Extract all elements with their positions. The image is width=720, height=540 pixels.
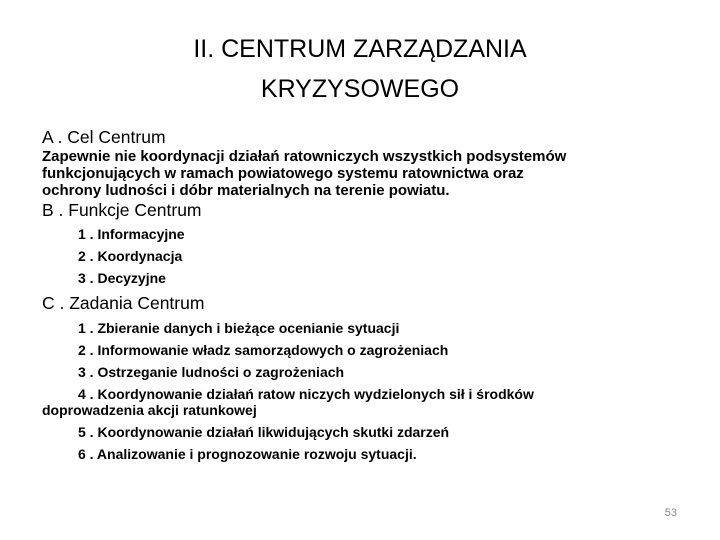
- section-b-list: [78, 223, 682, 289]
- section-b-heading: B . Funkcje Centrum: [42, 200, 202, 220]
- list-item: 5 . Koordynowanie działań likwidujących skutki zdarzeń: [78, 424, 450, 440]
- slide-title: [0, 30, 720, 108]
- list-item: 1 . Zbieranie danych i bieżące ocenianie sytuacji: [78, 320, 400, 336]
- slide-content: [42, 126, 682, 465]
- section-c-heading: C . Zadania Centrum: [42, 293, 205, 313]
- list-item: 1 . Informacyjne: [78, 226, 185, 242]
- section-a-paragraph-line: ochrony ludności i dóbr materialnych na terenie powiatu.: [42, 182, 450, 199]
- section-a-paragraph: [42, 148, 682, 199]
- slide-title-line-1: II. CENTRUM ZARZĄDZANIA: [193, 35, 527, 63]
- list-item: 3 . Decyzyjne: [78, 270, 166, 286]
- section-a-paragraph-line: funkcjonujących w ramach powiatowego systemu ratownictwa oraz: [42, 165, 524, 182]
- section-a-heading: A . Cel Centrum: [42, 127, 166, 147]
- section-a-paragraph-line: Zapewnie nie koordynacji działań ratowniczych wszystkich podsystemów: [42, 148, 567, 165]
- page-number: 53: [664, 507, 677, 519]
- list-item: 2 . Informowanie władz samorządowych o zagrożeniach: [78, 342, 449, 358]
- section-c-list: [42, 317, 682, 465]
- list-item: 6 . Analizowanie i prognozowanie rozwoju sytuacji.: [78, 446, 417, 462]
- slide-title-line-2: KRYZYSOWEGO: [260, 75, 460, 103]
- list-item-continuation: doprowadzenia akcji ratunkowej: [42, 402, 257, 418]
- list-item-text: 4 . Koordynowanie działań ratow niczych wydzielonych sił i środków: [78, 386, 534, 402]
- list-item: [42, 386, 682, 418]
- list-item: 3 . Ostrzeganie ludności o zagrożeniach: [78, 364, 345, 380]
- list-item: 2 . Koordynacja: [78, 248, 183, 264]
